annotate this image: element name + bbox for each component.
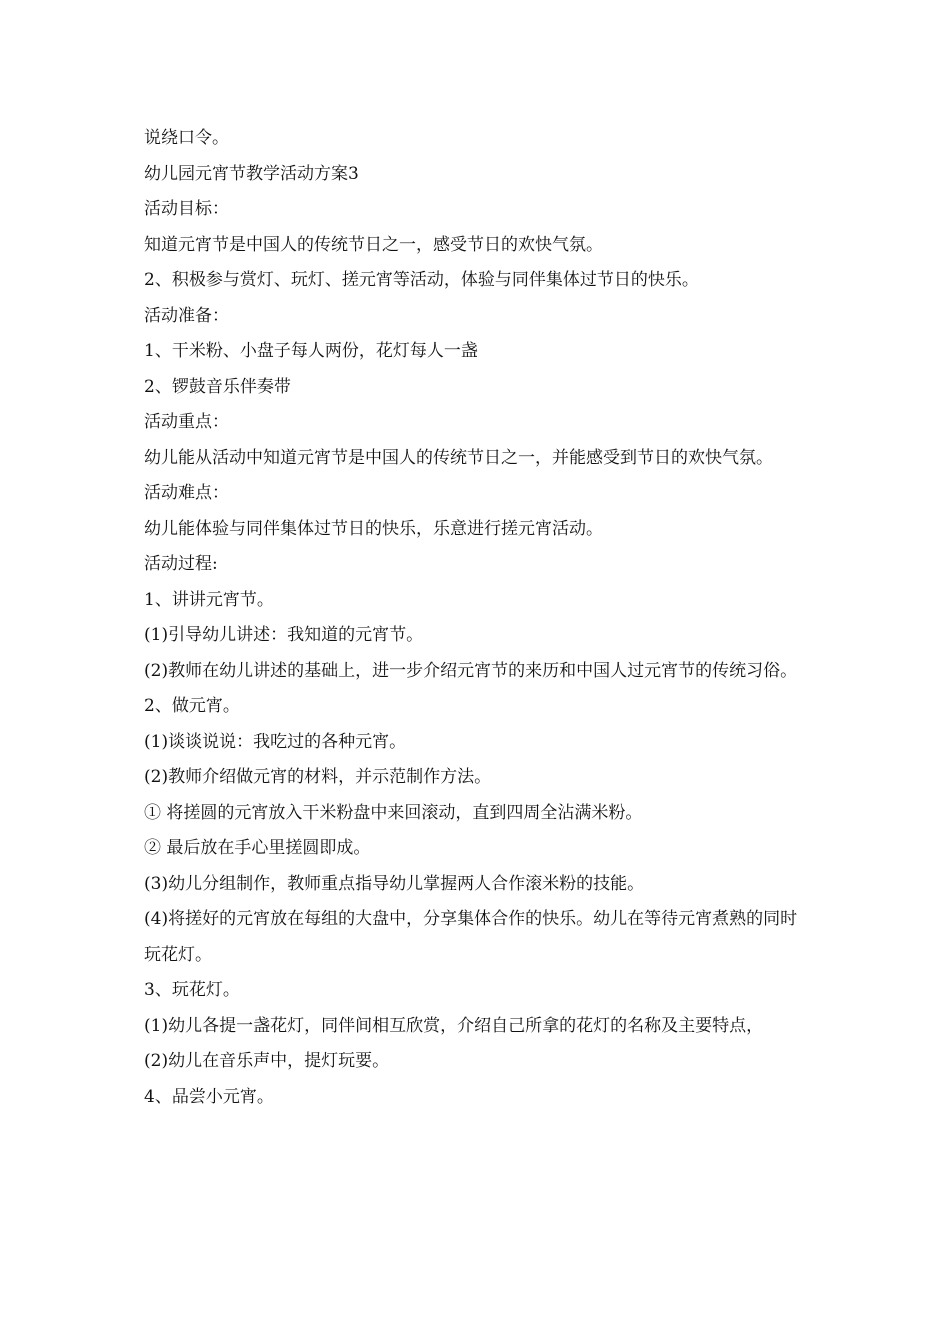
section-heading: 活动目标： [144,199,229,219]
paragraph: (2)教师介绍做元宵的材料，并示范制作方法。 [144,767,492,787]
paragraph: 2、做元宵。 [144,696,240,716]
paragraph: (4)将搓好的元宵放在每组的大盘中，分享集体合作的快乐。幼儿在等待元宵煮熟的同时玩花灯。 [144,909,798,965]
paragraph: 幼儿能体验与同伴集体过节日的快乐，乐意进行搓元宵活动。 [144,518,603,539]
paragraph: 1、讲讲元宵节。 [144,589,274,610]
paragraph: 1、干米粉、小盘子每人两份，花灯每人一盏 [144,341,478,361]
paragraph: 2、积极参与赏灯、玩灯、搓元宵等活动，体验与同伴集体过节日的快乐。 [144,270,699,290]
paragraph: (1)谈谈说说：我吃过的各种元宵。 [144,731,407,752]
section-heading: 活动过程: [144,554,218,574]
paragraph: 3、玩花灯。 [144,980,240,1000]
section-title: 幼儿园元宵节教学活动方案3 [144,163,359,184]
paragraph: (2)幼儿在音乐声中，提灯玩要。 [144,1051,390,1071]
paragraph: 知道元宵节是中国人的传统节日之一，感受节日的欢快气氛。 [144,234,603,255]
paragraph: ① 将搓圆的元宵放入干米粉盘中来回滚动，直到四周全沾满米粉。 [144,802,643,823]
paragraph: (1)幼儿各提一盏花灯，同伴间相互欣赏，介绍自己所拿的花灯的名称及主要特点， [144,1015,764,1036]
paragraph: 幼儿能从活动中知道元宵节是中国人的传统节日之一，并能感受到节日的欢快气氛。 [144,447,773,468]
section-heading: 活动准备： [144,305,229,326]
section-heading: 活动难点： [144,483,229,503]
paragraph: (1)引导幼儿讲述：我知道的元宵节。 [144,625,424,645]
paragraph: 4、品尝小元宵。 [144,1086,274,1107]
paragraph: (3)幼儿分组制作，教师重点指导幼儿掌握两人合作滚米粉的技能。 [144,873,645,894]
document-body [144,121,810,1115]
paragraph: 说绕口令。 [144,128,229,148]
paragraph: 2、锣鼓音乐伴奏带 [144,376,291,397]
paragraph: (2)教师在幼儿讲述的基础上，进一步介绍元宵节的来历和中国人过元宵节的传统习俗。 [144,660,798,681]
paragraph: ② 最后放在手心里搓圆即成。 [144,838,371,858]
section-heading: 活动重点： [144,412,229,432]
